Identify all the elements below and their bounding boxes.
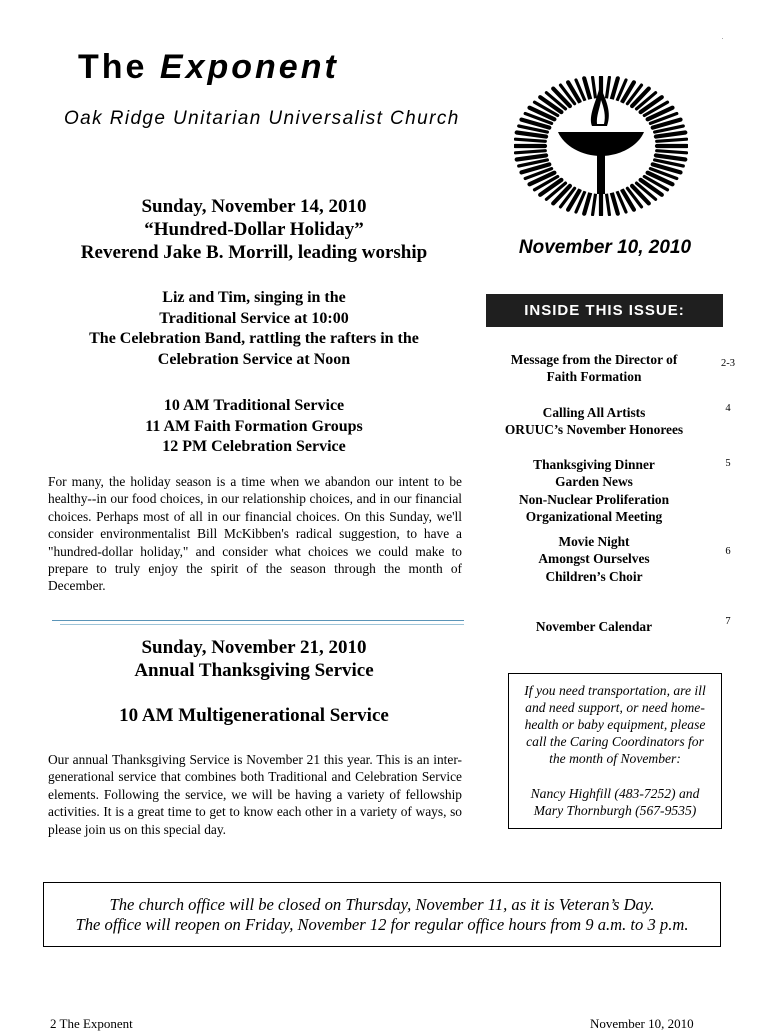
care-spacer	[513, 767, 717, 785]
toc-item-line: Faith Formation	[546, 369, 642, 385]
section-divider-secondary	[60, 624, 464, 625]
church-name: Oak Ridge Unitarian Universalist Church	[64, 108, 460, 129]
logo-ray	[515, 139, 545, 141]
section2-heading	[48, 636, 460, 682]
heading-line: “Hundred-Dollar Holiday”	[144, 219, 364, 240]
logo-ray	[656, 155, 685, 159]
music-line: Celebration Service at Noon	[157, 350, 351, 368]
notice-line: The office will reopen on Friday, November 12 for regular office hours from 9 a.m. to 3 p.m.	[75, 915, 689, 934]
flaming-chalice-icon	[514, 76, 688, 216]
logo-ray	[515, 151, 545, 153]
care-line: health or baby equipment, please	[524, 717, 706, 732]
logo-ray	[584, 78, 590, 99]
music-line: Liz and Tim, singing in the	[162, 289, 346, 306]
music-line: Traditional Service at 10:00	[159, 309, 349, 327]
logo-ray	[657, 151, 687, 153]
section-divider	[52, 620, 464, 621]
toc-item-line: November Calendar	[535, 619, 653, 634]
toc-page-number: 5	[725, 458, 731, 469]
toc-item-line: Non-Nuclear Proliferation	[518, 491, 670, 507]
logo-ray	[517, 155, 546, 159]
logo-ray	[593, 77, 596, 98]
section1-music	[48, 288, 460, 370]
care-contact: Mary Thornburgh (567-9535)	[533, 803, 697, 818]
toc-page-number: 4	[725, 403, 731, 414]
logo-ray	[607, 194, 610, 215]
logo-ray	[607, 77, 610, 98]
section2-body: Our annual Thanksgiving Service is November 21 this year. This is an inter-generational service that combines both Traditional and Celebration Service elements. Following the service, we will be having a variety of fellowship activities. It is a great time to get to know each other in a variety of ways, so please join us on this special day.	[48, 752, 462, 837]
toc-item[interactable]	[486, 456, 702, 526]
office-closure-notice	[43, 882, 721, 947]
toc-item-line: Message from the Director of	[510, 352, 678, 367]
toc-item-line: Garden News	[555, 474, 633, 490]
heading-line: Sunday, November 21, 2010	[141, 637, 367, 658]
logo-ray	[612, 193, 618, 214]
section1-body: For many, the holiday season is a time when we abandon our intent to be healthy--in our food choices, in our relationship choices, and in our financial choices. Perhaps most of all in our financial choices. On this Sunday, we'll consider environmentalist Bill McKibben's radical suggestion, to have a "hundred-dollar holiday," and consider what choices we could make to prepare to truly enjoy the spirit of the season through the month of December.	[48, 474, 462, 594]
toc-item-line: Movie Night	[558, 534, 630, 549]
care-line: the month of November:	[549, 751, 681, 766]
service-time: 11 AM Faith Formation Groups	[145, 417, 363, 435]
toc-item[interactable]	[486, 404, 702, 439]
section1-heading	[48, 195, 460, 264]
care-line: and need support, or need home-	[525, 700, 705, 715]
heading-line: Annual Thanksgiving Service	[134, 660, 374, 681]
issue-date: November 10, 2010	[518, 237, 692, 258]
music-line: The Celebration Band, rattling the rafters in the	[89, 330, 419, 347]
service-time: 12 PM Celebration Service	[162, 438, 346, 455]
logo-ray	[657, 139, 687, 141]
notice-line: The church office will be closed on Thursday, November 11, as it is Veteran’s Day.	[109, 895, 655, 914]
caring-coordinators-box	[508, 673, 722, 829]
toc-item-line: ORUUC’s November Honorees	[504, 422, 684, 438]
toc-page-number: 2-3	[721, 358, 735, 369]
logo-ray	[517, 133, 546, 137]
toc-item[interactable]	[486, 351, 702, 386]
heading-line: Sunday, November 14, 2010	[141, 196, 367, 217]
newsletter-title	[78, 48, 339, 87]
toc-header: INSIDE THIS ISSUE:	[486, 294, 723, 327]
toc-item-line: Organizational Meeting	[525, 509, 663, 525]
toc-item[interactable]	[486, 533, 702, 585]
toc-item[interactable]	[486, 618, 702, 635]
heading-line: Reverend Jake B. Morrill, leading worship	[80, 242, 428, 263]
service-time: 10 AM Traditional Service	[163, 397, 345, 414]
footer-right: November 10, 2010	[590, 1016, 694, 1031]
care-line: If you need transportation, are ill	[524, 683, 706, 698]
toc-item-line: Amongst Ourselves	[538, 551, 650, 567]
logo-ray	[593, 194, 596, 215]
logo-ray	[656, 133, 685, 137]
toc-item-line: Calling All Artists	[542, 405, 646, 420]
title-the: The	[78, 48, 148, 86]
toc-page-number: 7	[725, 616, 731, 627]
section2-service-time: 10 AM Multigenerational Service	[119, 705, 389, 726]
care-line: call the Caring Coordinators for	[526, 734, 704, 749]
title-exponent: Exponent	[159, 48, 339, 86]
toc-item-line: Thanksgiving Dinner	[533, 457, 655, 472]
page-corner-mark	[722, 38, 723, 39]
logo-ray	[612, 78, 618, 99]
toc-item-line: Children’s Choir	[545, 568, 643, 584]
section1-service-times	[48, 396, 460, 458]
toc-page-number: 6	[725, 546, 731, 557]
logo-ray	[584, 193, 590, 214]
care-contact: Nancy Highfill (483-7252) and	[530, 786, 700, 801]
footer-left: 2 The Exponent	[50, 1016, 133, 1031]
